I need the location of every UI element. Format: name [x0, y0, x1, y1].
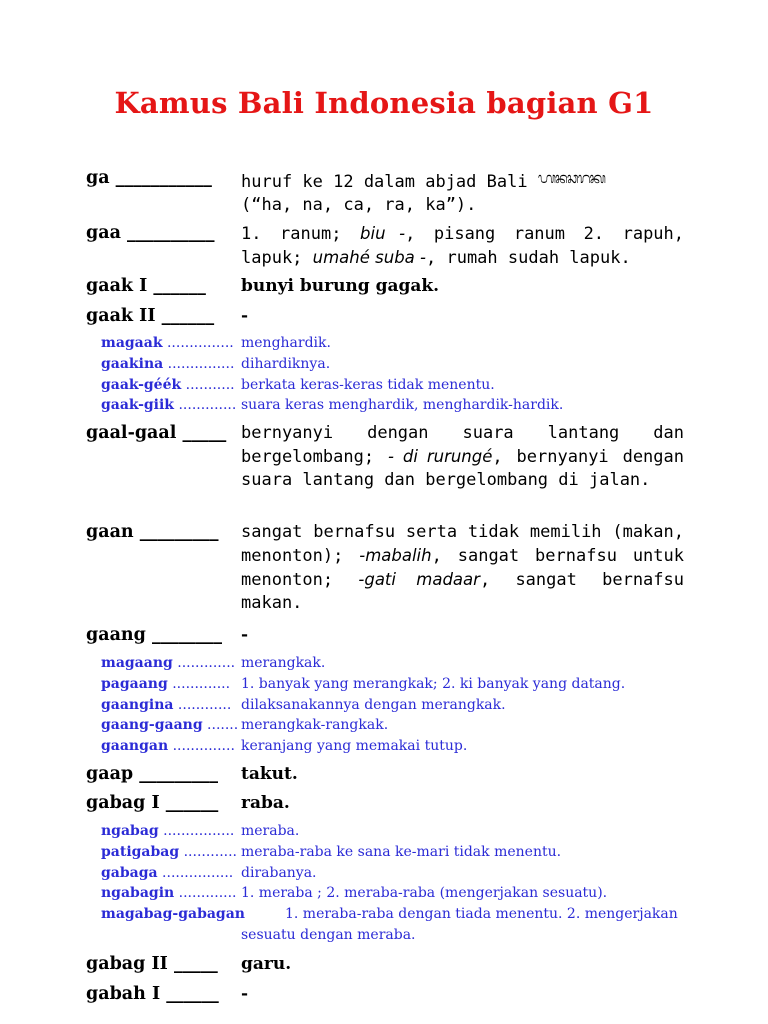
entry-term: gaa __________ — [86, 223, 215, 243]
entry-term: ga ___________ — [86, 168, 212, 188]
sub-entry: gabaga ................ dirabanya. — [101, 864, 317, 881]
balinese-script: ᬳᬦᬘᬭᬓ — [537, 169, 606, 187]
entry-gabag-1 — [86, 792, 684, 815]
sub-entry: ngabag ................ meraba. — [101, 823, 300, 839]
sub-entries-gaang — [101, 653, 685, 757]
entry-definition: raba. — [241, 793, 290, 813]
sub-entry: gaak-géék ........... berkata keras-keras tidak menentu. — [101, 376, 495, 393]
entry-definition: - — [241, 984, 249, 1004]
sub-entry: gaangan .............. keranjang yang memakai tutup. — [101, 738, 468, 755]
entry-definition: bernyanyi dengan suara lantang dan bergelombang; - di rurungé, bernyanyi dengan suara lantang dan bergelombang di jalan. — [241, 423, 684, 490]
entry-term: gabag I ______ — [86, 793, 219, 813]
entry-definition: takut. — [241, 764, 298, 784]
sub-entry: gaakina ............... dihardiknya. — [101, 355, 331, 372]
entry-term: gaak I ______ — [86, 276, 206, 296]
sub-entry: pagaang ............. 1. banyak yang merangkak; 2. ki banyak yang datang. — [101, 675, 626, 692]
entry-gaap — [86, 763, 684, 786]
sub-entry: magaak ............... menghardik. — [101, 335, 331, 351]
entry-term: gaang ________ — [86, 625, 222, 645]
entry-term: gaan _________ — [86, 522, 219, 542]
sub-entry: gaak-giik ............. suara keras menghardik, menghardik-hardik. — [101, 397, 564, 414]
page-title: Kamus Bali Indonesia bagian G1 — [114, 86, 654, 120]
entry-gaang — [86, 624, 684, 647]
entry-gabah-1 — [86, 983, 684, 1006]
sub-entries-gabag — [101, 821, 685, 946]
entry-gabag-2 — [86, 953, 684, 976]
sub-entry: gaangina ............ dilaksanakannya dengan merangkak. — [101, 696, 506, 713]
entry-gaal-gaal — [86, 422, 684, 492]
entry-ga — [86, 167, 684, 217]
sub-entry: magabag-gabagan 1. meraba-raba dengan tiada menentu. 2. mengerjakan sesuatu dengan meraba. — [101, 906, 678, 943]
entry-term: gaal-gaal _____ — [86, 423, 227, 443]
entry-gaa — [86, 222, 684, 270]
entry-gaak-2 — [86, 305, 684, 328]
sub-entry: magaang ............. merangkak. — [101, 655, 326, 671]
sub-entry: patigabag ............ meraba-raba ke sana ke-mari tidak menentu. — [101, 843, 562, 860]
entry-gaan — [86, 521, 684, 615]
entry-term: gaap _________ — [86, 764, 218, 784]
entry-definition: sangat bernafsu serta tidak memilih (makan, menonton); -mabalih, sangat bernafsu untuk menonton; -gati madaar, sangat bernafsu makan. — [241, 522, 684, 613]
entry-definition: 1. ranum; biu -, pisang ranum 2. rapuh, lapuk; umahé suba -, rumah sudah lapuk. — [241, 224, 685, 268]
entry-term: gabah I ______ — [86, 984, 219, 1004]
entry-term: gaak II ______ — [86, 306, 215, 326]
sub-entries-gaak — [101, 333, 685, 416]
entry-definition: - — [241, 625, 249, 645]
entry-definition: garu. — [241, 954, 292, 974]
entry-definition: huruf ke 12 dalam abjad Bali ᬳᬦᬘᬭᬓ (“ha, na, ca, ra, ka”). — [241, 169, 606, 215]
entry-definition: - — [241, 306, 249, 326]
sub-entry: ngabagin ............. 1. meraba ; 2. meraba-raba (mengerjakan sesuatu). — [101, 885, 608, 902]
entry-definition: bunyi burung gagak. — [241, 276, 440, 296]
entry-term: gabag II _____ — [86, 954, 218, 974]
sub-entry: gaang-gaang ....... merangkak-rangkak. — [101, 717, 389, 734]
entry-gaak-1 — [86, 275, 684, 298]
